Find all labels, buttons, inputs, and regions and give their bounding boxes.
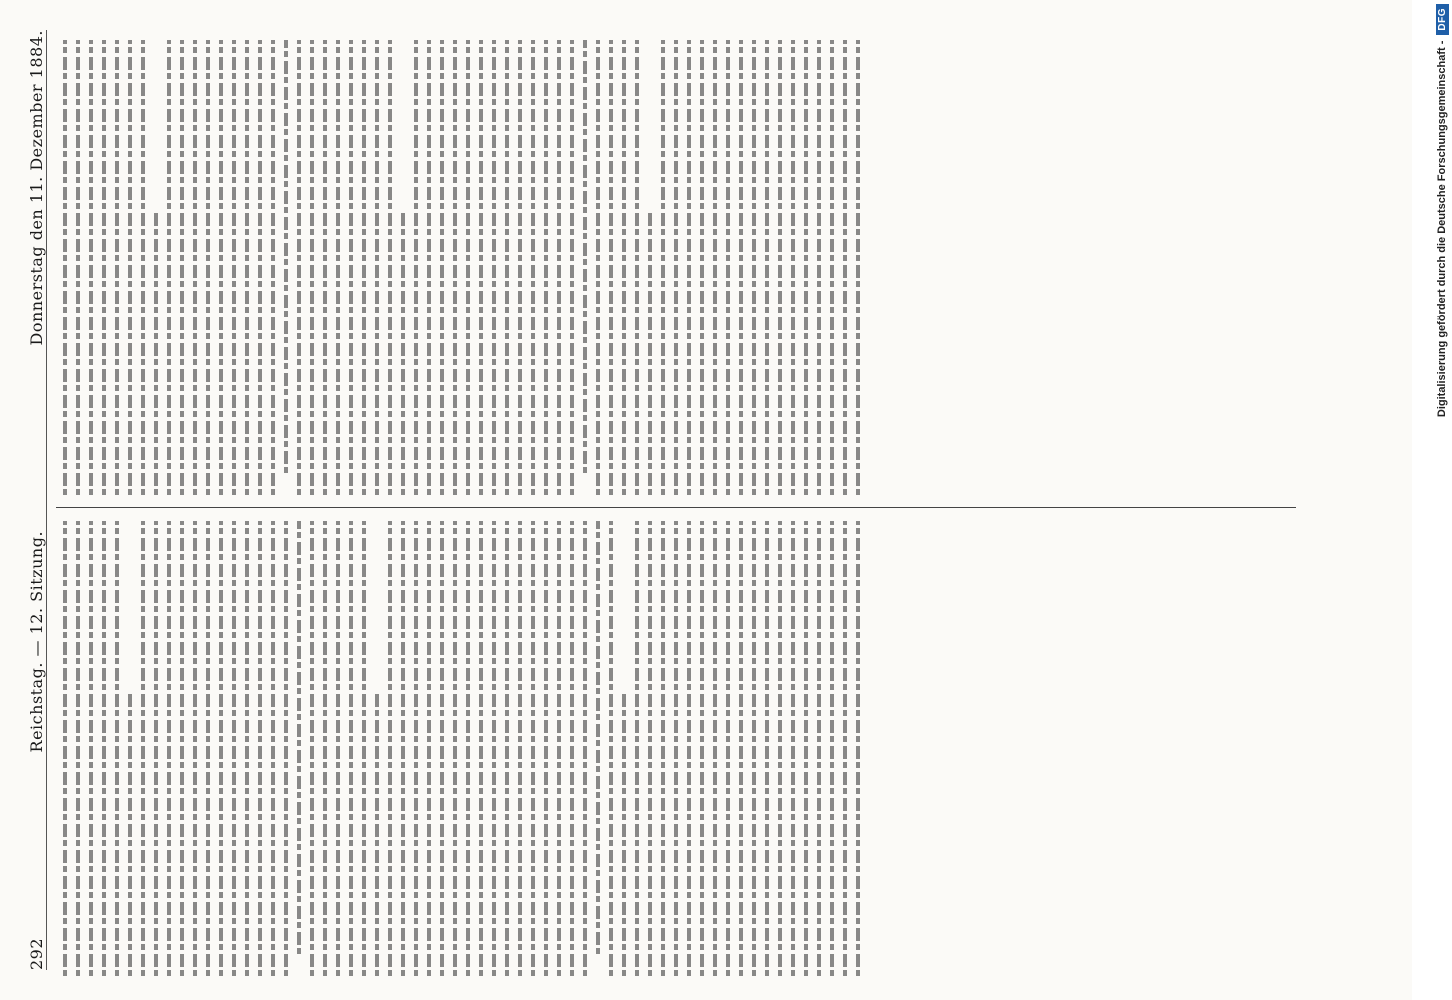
text-line-placeholder: [635, 521, 639, 976]
text-line-placeholder: [414, 521, 418, 976]
text-line-placeholder: [583, 521, 587, 976]
text-line-placeholder: [154, 521, 158, 976]
footer-strip: [1412, 0, 1432, 1000]
text-line-placeholder: [531, 521, 535, 976]
text-line-placeholder: [739, 40, 743, 495]
text-line-placeholder: [830, 521, 834, 976]
text-line-placeholder: [687, 521, 691, 976]
text-line-placeholder: [167, 521, 171, 976]
text-line-placeholder: [726, 40, 730, 495]
text-line-placeholder: [89, 521, 93, 976]
text-line-placeholder: [388, 40, 392, 495]
column-rule: [56, 507, 1296, 508]
text-line-placeholder: [804, 40, 808, 495]
text-line-placeholder: [63, 40, 67, 495]
text-line-placeholder: [362, 40, 366, 495]
text-line-placeholder: [401, 213, 405, 495]
text-line-placeholder: [544, 40, 548, 495]
text-line-placeholder: [596, 40, 600, 495]
text-line-placeholder: [102, 40, 106, 495]
text-line-placeholder: [817, 40, 821, 495]
text-line-placeholder: [856, 521, 860, 976]
text-line-placeholder: [531, 40, 535, 495]
text-line-placeholder: [505, 521, 509, 976]
text-line-placeholder: [492, 521, 496, 976]
text-line-placeholder: [375, 40, 379, 495]
text-line-placeholder: [739, 521, 743, 976]
text-line-placeholder: [219, 521, 223, 976]
text-line-placeholder: [791, 521, 795, 976]
text-line-placeholder: [245, 40, 249, 495]
text-line-placeholder: [440, 40, 444, 495]
text-line-placeholder: [297, 521, 301, 954]
text-line-placeholder: [505, 40, 509, 495]
text-line-placeholder: [752, 521, 756, 976]
text-line-placeholder: [583, 40, 587, 473]
text-line-placeholder: [661, 521, 665, 976]
text-line-placeholder: [141, 521, 145, 976]
text-line-placeholder: [557, 521, 561, 976]
text-line-placeholder: [596, 521, 600, 954]
text-line-placeholder: [128, 694, 132, 976]
text-line-placeholder: [76, 40, 80, 495]
text-line-placeholder: [466, 521, 470, 976]
text-line-placeholder: [89, 40, 93, 495]
text-line-placeholder: [687, 40, 691, 495]
footer-credit-text: Digitalisierung gefördert durch die Deutsche Forschungsgemeinschaft -: [1436, 40, 1448, 418]
text-line-placeholder: [427, 521, 431, 976]
text-line-placeholder: [258, 521, 262, 976]
text-line-placeholder: [76, 521, 80, 976]
text-line-placeholder: [609, 40, 613, 495]
page-header: [20, 30, 47, 970]
text-line-placeholder: [648, 521, 652, 976]
text-line-placeholder: [180, 521, 184, 976]
text-line-placeholder: [544, 521, 548, 976]
text-line-placeholder: [167, 40, 171, 495]
text-line-placeholder: [362, 521, 366, 976]
text-line-placeholder: [700, 521, 704, 976]
text-line-placeholder: [609, 521, 613, 976]
text-line-placeholder: [271, 40, 275, 495]
text-line-placeholder: [336, 521, 340, 976]
text-line-placeholder: [843, 40, 847, 495]
text-line-placeholder: [817, 521, 821, 976]
text-line-placeholder: [453, 521, 457, 976]
footer-credit: [1432, 4, 1452, 994]
text-line-placeholder: [830, 40, 834, 495]
text-line-placeholder: [427, 40, 431, 495]
text-line-placeholder: [349, 40, 353, 495]
text-line-placeholder: [791, 40, 795, 495]
text-line-placeholder: [518, 40, 522, 495]
text-line-placeholder: [128, 40, 132, 495]
text-line-placeholder: [297, 40, 301, 495]
text-line-placeholder: [648, 213, 652, 495]
text-line-placeholder: [310, 40, 314, 495]
text-line-placeholder: [323, 521, 327, 976]
text-line-placeholder: [713, 521, 717, 976]
text-line-placeholder: [765, 521, 769, 976]
text-line-placeholder: [414, 40, 418, 495]
text-line-placeholder: [661, 40, 665, 495]
text-line-placeholder: [206, 521, 210, 976]
page-number: 292: [27, 937, 46, 970]
text-line-placeholder: [401, 521, 405, 976]
text-line-placeholder: [193, 521, 197, 976]
text-line-placeholder: [856, 40, 860, 495]
text-line-placeholder: [219, 40, 223, 495]
text-line-placeholder: [323, 40, 327, 495]
text-line-placeholder: [778, 40, 782, 495]
text-line-placeholder: [570, 521, 574, 976]
text-line-placeholder: [453, 40, 457, 495]
text-line-placeholder: [479, 40, 483, 495]
text-line-placeholder: [336, 40, 340, 495]
text-line-placeholder: [245, 521, 249, 976]
text-line-placeholder: [635, 40, 639, 495]
text-line-placeholder: [466, 40, 470, 495]
text-line-placeholder: [713, 40, 717, 495]
text-line-placeholder: [843, 521, 847, 976]
text-line-placeholder: [674, 40, 678, 495]
text-line-placeholder: [752, 40, 756, 495]
text-line-placeholder: [375, 694, 379, 976]
text-line-placeholder: [622, 40, 626, 495]
text-line-placeholder: [349, 521, 353, 976]
text-line-placeholder: [765, 40, 769, 495]
dfg-logo: DFG: [1436, 4, 1449, 35]
text-line-placeholder: [778, 521, 782, 976]
text-line-placeholder: [206, 40, 210, 495]
header-right-title: Donnerstag den 11. Dezember 1884.: [27, 30, 46, 346]
text-line-placeholder: [310, 521, 314, 976]
text-line-placeholder: [141, 40, 145, 495]
text-line-placeholder: [674, 521, 678, 976]
header-left-title: Reichstag. — 12. Sitzung.: [27, 530, 46, 753]
text-line-placeholder: [557, 40, 561, 495]
text-line-placeholder: [622, 694, 626, 976]
text-line-placeholder: [284, 521, 288, 976]
left-column: [56, 521, 1296, 976]
text-line-placeholder: [115, 40, 119, 495]
text-line-placeholder: [284, 40, 288, 473]
text-line-placeholder: [492, 40, 496, 495]
text-line-placeholder: [479, 521, 483, 976]
text-line-placeholder: [115, 521, 119, 976]
text-line-placeholder: [804, 521, 808, 976]
right-column: [56, 40, 1296, 495]
text-line-placeholder: [154, 213, 158, 495]
text-line-placeholder: [180, 40, 184, 495]
text-line-placeholder: [271, 521, 275, 976]
text-line-placeholder: [726, 521, 730, 976]
text-line-placeholder: [388, 521, 392, 976]
text-line-placeholder: [570, 40, 574, 495]
text-line-placeholder: [232, 521, 236, 976]
text-line-placeholder: [440, 521, 444, 976]
text-line-placeholder: [518, 521, 522, 976]
text-line-placeholder: [193, 40, 197, 495]
text-line-placeholder: [102, 521, 106, 976]
text-line-placeholder: [700, 40, 704, 495]
text-line-placeholder: [232, 40, 236, 495]
text-line-placeholder: [258, 40, 262, 495]
text-line-placeholder: [63, 521, 67, 976]
